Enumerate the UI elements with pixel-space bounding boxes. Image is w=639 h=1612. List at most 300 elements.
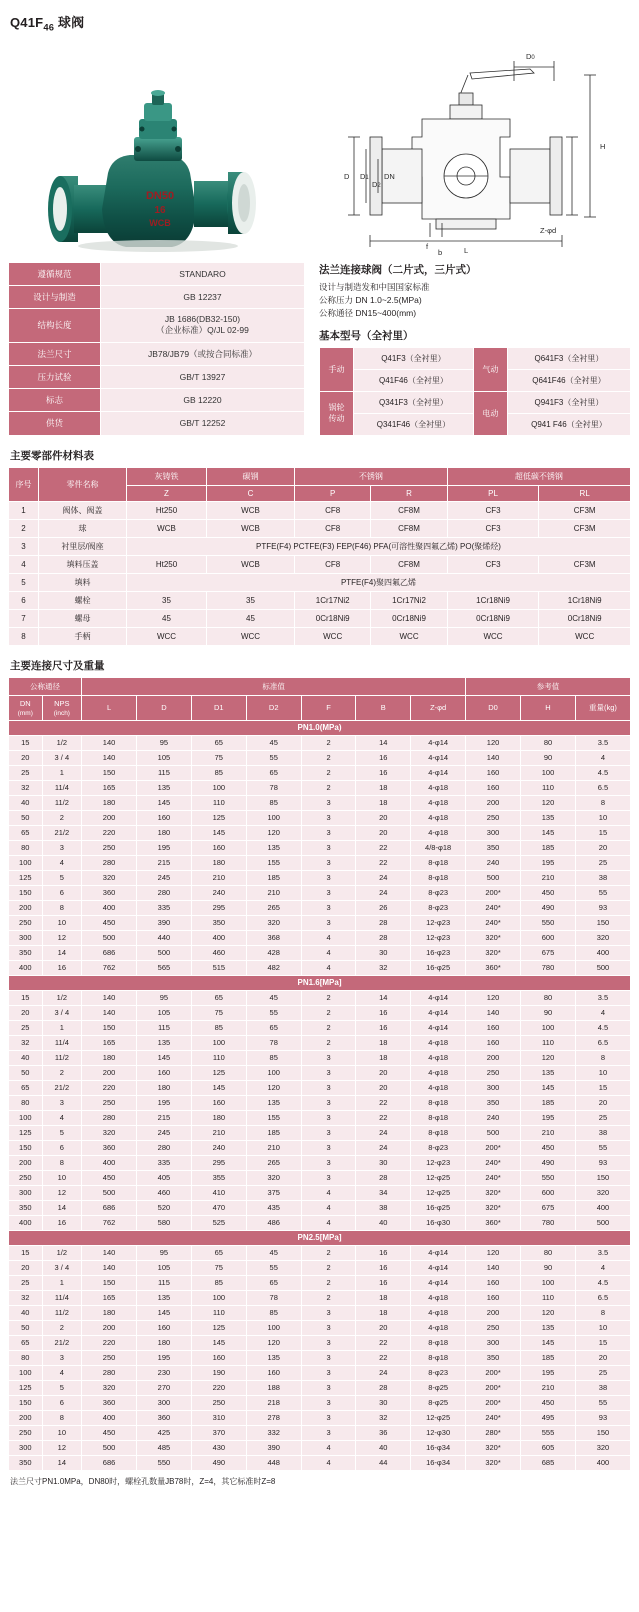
- dimension-value: 8: [575, 1305, 630, 1320]
- dimension-value: 10: [42, 1425, 81, 1440]
- dimension-value: 20: [575, 1095, 630, 1110]
- dimension-value: 490: [191, 1455, 246, 1470]
- table-row: [9, 366, 305, 389]
- dimension-value: 8-φ18: [411, 1350, 466, 1365]
- dimension-value: 14: [42, 1200, 81, 1215]
- dimension-value: 8-φ18: [411, 1110, 466, 1125]
- dimension-value: 115: [136, 1020, 191, 1035]
- dimension-value: 3: [301, 1425, 356, 1440]
- dimension-value: 368: [246, 930, 301, 945]
- dimension-value: 25: [575, 855, 630, 870]
- dimension-value: 150: [82, 1275, 137, 1290]
- dimension-value: 3: [42, 1350, 81, 1365]
- dimension-value: 220: [191, 1380, 246, 1395]
- dimension-value: 250: [9, 915, 43, 930]
- dimension-value: 400: [191, 930, 246, 945]
- dimension-value: 210: [246, 885, 301, 900]
- dimension-value: 240: [191, 885, 246, 900]
- spec-value: GB 12237: [101, 285, 305, 308]
- dimension-value: 4-φ18: [411, 1065, 466, 1080]
- table-row: [9, 1005, 631, 1020]
- dimension-value: 28: [356, 930, 411, 945]
- model-code: Q341F3（全衬里）: [354, 391, 474, 413]
- page-title-main: Q41F: [10, 15, 44, 30]
- dimension-value: 32: [9, 1290, 43, 1305]
- dimension-heading: 主要连接尺寸及重量: [10, 659, 105, 672]
- dimension-value: 145: [521, 1080, 576, 1095]
- dimension-value: 550: [521, 915, 576, 930]
- dimension-value: 10: [575, 1065, 630, 1080]
- dimension-value: 30: [356, 945, 411, 960]
- dimension-value: 95: [136, 990, 191, 1005]
- dimension-value: 686: [82, 1200, 137, 1215]
- material-value: CF3: [447, 519, 539, 537]
- dimension-value: 160: [136, 1065, 191, 1080]
- label-dn: DN: [384, 171, 395, 181]
- dimension-value: 3: [301, 1335, 356, 1350]
- dimension-value: 4-φ14: [411, 990, 466, 1005]
- spec-key: 压力试验: [9, 366, 101, 389]
- dimension-value: 4-φ18: [411, 1080, 466, 1095]
- dimension-value: 21/2: [42, 1335, 81, 1350]
- column-group-header: 参考值: [466, 677, 631, 695]
- table-row: [9, 1335, 631, 1350]
- illustrations: [8, 41, 631, 256]
- dimension-value: 350: [9, 945, 43, 960]
- material-value: CF3M: [539, 555, 631, 573]
- dimension-value: 140: [466, 750, 521, 765]
- dimension-value: 600: [521, 930, 576, 945]
- dimension-value: 250: [82, 1350, 137, 1365]
- table-row: [9, 1140, 631, 1155]
- dimension-value: 240: [466, 855, 521, 870]
- page-title: [10, 12, 631, 33]
- dimension-value: 425: [136, 1425, 191, 1440]
- dimension-value: 4: [575, 1260, 630, 1275]
- row-index: 4: [9, 555, 39, 573]
- dimension-value: 125: [9, 870, 43, 885]
- dimension-value: 100: [9, 1365, 43, 1380]
- dimension-value: 188: [246, 1380, 301, 1395]
- dimension-value: 30: [356, 1155, 411, 1170]
- row-index: 1: [9, 501, 39, 519]
- table-row: [9, 1245, 631, 1260]
- dimension-value: 14: [42, 1455, 81, 1470]
- dimension-value: 550: [136, 1455, 191, 1470]
- dimension-value: 3 / 4: [42, 750, 81, 765]
- dimension-value: 18: [356, 1050, 411, 1065]
- dimension-value: 140: [82, 1005, 137, 1020]
- column-header: 碳钢: [207, 467, 295, 485]
- dimension-value: 180: [82, 1305, 137, 1320]
- dimension-value: 185: [246, 1125, 301, 1140]
- dimension-value: 4: [42, 1110, 81, 1125]
- pressure-group-label: PN1.0(MPa): [9, 720, 631, 735]
- material-value: CF3: [447, 501, 539, 519]
- dimension-value: 100: [246, 1065, 301, 1080]
- table-row: [9, 1380, 631, 1395]
- dimension-value: 5: [42, 1125, 81, 1140]
- material-value: WCC: [207, 627, 295, 645]
- dimension-value: 460: [136, 1185, 191, 1200]
- dimension-value: 110: [191, 1050, 246, 1065]
- dimension-value: 8-φ25: [411, 1395, 466, 1410]
- dimension-value: 400: [9, 960, 43, 975]
- dimension-value: 80: [521, 735, 576, 750]
- dimension-value: 55: [575, 885, 630, 900]
- dimension-value: 55: [246, 1005, 301, 1020]
- dimension-value: 200: [9, 1410, 43, 1425]
- dimension-value: 80: [9, 1095, 43, 1110]
- table-row: [9, 825, 631, 840]
- dimension-value: 295: [191, 900, 246, 915]
- dimension-value: 3 / 4: [42, 1260, 81, 1275]
- dimension-value: 210: [521, 870, 576, 885]
- column-subheader: RL: [539, 485, 631, 501]
- dimension-value: 490: [521, 1155, 576, 1170]
- dimension-value: 105: [136, 750, 191, 765]
- table-row: [9, 930, 631, 945]
- dimension-value: 320*: [466, 1185, 521, 1200]
- dimension-value: 6.5: [575, 1035, 630, 1050]
- dimension-value: 20: [356, 810, 411, 825]
- dimension-value: 332: [246, 1425, 301, 1440]
- pressure-group-row: [9, 1230, 631, 1245]
- label-zd: Z-φd: [540, 225, 557, 235]
- dimension-value: 14: [356, 735, 411, 750]
- dimension-value: 12-φ23: [411, 930, 466, 945]
- dimension-value: 8: [42, 1155, 81, 1170]
- dimension-value: 320*: [466, 945, 521, 960]
- material-value: WCC: [127, 627, 207, 645]
- dimension-value: 2: [301, 1275, 356, 1290]
- dimension-value: 360: [82, 1140, 137, 1155]
- dimension-value: 140: [82, 990, 137, 1005]
- dimension-value: 110: [521, 1035, 576, 1050]
- column-header: B: [356, 695, 411, 720]
- column-header: 零件名称: [39, 467, 127, 501]
- dimension-value: 200: [466, 1050, 521, 1065]
- dimension-value: 65: [246, 765, 301, 780]
- column-header: 序号: [9, 467, 39, 501]
- table-row: [9, 885, 631, 900]
- dimension-value: 4-φ14: [411, 1005, 466, 1020]
- material-value: CF3M: [539, 501, 631, 519]
- dimension-value: 4-φ18: [411, 825, 466, 840]
- model-group-label: 气动: [473, 347, 507, 391]
- dimension-value: 22: [356, 1350, 411, 1365]
- dimension-value: 11/4: [42, 1035, 81, 1050]
- dimension-value: 185: [521, 1350, 576, 1365]
- table-row: [9, 750, 631, 765]
- dimension-value: 200*: [466, 1140, 521, 1155]
- dimension-value: 20: [9, 1005, 43, 1020]
- column-header: D: [136, 695, 191, 720]
- dimension-value: 110: [191, 1305, 246, 1320]
- table-row: [9, 262, 305, 285]
- material-value: PTFE(F4)聚四氟乙烯: [127, 573, 631, 591]
- dimension-value: 245: [136, 1125, 191, 1140]
- dimension-value: 686: [82, 945, 137, 960]
- row-index: 7: [9, 609, 39, 627]
- dimension-value: 25: [9, 1020, 43, 1035]
- material-table: [8, 467, 631, 646]
- dimension-value: 55: [246, 750, 301, 765]
- dimension-value: 24: [356, 1140, 411, 1155]
- model-group-label: 手动: [320, 347, 354, 391]
- dimension-value: 24: [356, 885, 411, 900]
- dimension-value: 2: [301, 735, 356, 750]
- dimension-value: 200*: [466, 1380, 521, 1395]
- table-row: [9, 308, 305, 342]
- dimension-value: 8-φ18: [411, 1335, 466, 1350]
- dimension-value: 200*: [466, 885, 521, 900]
- dimension-value: 150: [575, 1170, 630, 1185]
- dimension-value: 4-φ18: [411, 810, 466, 825]
- dimension-value: 15: [575, 1335, 630, 1350]
- dimension-value: 3: [301, 870, 356, 885]
- dimension-value: 15: [575, 1080, 630, 1095]
- dimension-value: 230: [136, 1365, 191, 1380]
- dimension-value: 75: [191, 1260, 246, 1275]
- dimension-value: 320: [246, 915, 301, 930]
- dimension-value: 2: [301, 1035, 356, 1050]
- dimension-value: 120: [466, 990, 521, 1005]
- dimension-value: 265: [246, 900, 301, 915]
- dimension-value: 18: [356, 1305, 411, 1320]
- table-row: [9, 810, 631, 825]
- dimension-value: 3: [42, 1095, 81, 1110]
- dimension-value: 4.5: [575, 1275, 630, 1290]
- dimension-value: 3: [301, 1095, 356, 1110]
- dimension-value: 100: [191, 780, 246, 795]
- row-index: 8: [9, 627, 39, 645]
- dimension-value: 185: [246, 870, 301, 885]
- dimension-value: 450: [82, 1425, 137, 1440]
- label-d: D: [344, 171, 350, 181]
- table-row: [9, 870, 631, 885]
- dimension-value: 145: [136, 1305, 191, 1320]
- material-value: WCC: [539, 627, 631, 645]
- dimension-value: 10: [42, 1170, 81, 1185]
- dimension-value: 180: [136, 1080, 191, 1095]
- material-value: WCC: [447, 627, 539, 645]
- dimension-value: 250: [191, 1395, 246, 1410]
- material-value: PTFE(F4) PCTFE(F3) FEP(F46) PFA(可溶性聚四氟乙烯) PO(聚烯烃): [127, 537, 631, 555]
- dimension-value: 125: [191, 810, 246, 825]
- dimension-value: 3: [301, 795, 356, 810]
- dimension-value: 165: [82, 1290, 137, 1305]
- dimension-value: 8: [575, 795, 630, 810]
- dimension-value: 28: [356, 1380, 411, 1395]
- column-header-dn: DN (mm): [9, 695, 43, 720]
- dimension-value: 200: [466, 795, 521, 810]
- table-row: [9, 1440, 631, 1455]
- dimension-value: 400: [575, 1455, 630, 1470]
- dimension-value: 120: [466, 735, 521, 750]
- dimension-value: 160: [466, 1035, 521, 1050]
- table-row: [9, 735, 631, 750]
- dimension-value: 4-φ14: [411, 750, 466, 765]
- dimension-value: 1: [42, 765, 81, 780]
- dimension-value: 320*: [466, 930, 521, 945]
- part-name: 填料: [39, 573, 127, 591]
- table-row: [320, 347, 631, 369]
- dimension-value: 145: [191, 1080, 246, 1095]
- dimension-value: 12-φ30: [411, 1425, 466, 1440]
- dimension-value: 180: [82, 1050, 137, 1065]
- dimension-value: 145: [521, 825, 576, 840]
- dimension-value: 200: [82, 1320, 137, 1335]
- dimension-value: 1: [42, 1275, 81, 1290]
- dimension-value: 762: [82, 960, 137, 975]
- dimension-value: 22: [356, 840, 411, 855]
- spec-value: JB 1686(DB32-150) （企业标准）Q/JL 02-99: [101, 308, 305, 342]
- table-row: [9, 412, 305, 435]
- dimension-value: 20: [575, 840, 630, 855]
- dimension-value: 12: [42, 1185, 81, 1200]
- dimension-value: 240: [466, 1110, 521, 1125]
- table-row: [9, 1080, 631, 1095]
- dimension-value: 40: [9, 1050, 43, 1065]
- dimension-value: 8-φ18: [411, 855, 466, 870]
- dimension-value: 240*: [466, 1155, 521, 1170]
- dimension-value: 280: [82, 1365, 137, 1380]
- dimension-value: 520: [136, 1200, 191, 1215]
- dimension-value: 93: [575, 1410, 630, 1425]
- model-code: Q41F46（全衬里）: [354, 369, 474, 391]
- dimension-value: 270: [136, 1380, 191, 1395]
- dimension-value: 320: [575, 1440, 630, 1455]
- dimension-value: 195: [521, 855, 576, 870]
- dimension-value: 80: [521, 990, 576, 1005]
- dimension-value: 3: [301, 1320, 356, 1335]
- label-d0: D0: [526, 51, 535, 61]
- dimension-value: 55: [246, 1260, 301, 1275]
- dimension-value: 180: [191, 1110, 246, 1125]
- model-code: Q41F3（全衬里）: [354, 347, 474, 369]
- dimension-value: 140: [82, 1245, 137, 1260]
- dimension-value: 93: [575, 1155, 630, 1170]
- column-group-header: 公称通径: [9, 677, 82, 695]
- dimension-value: 278: [246, 1410, 301, 1425]
- dimension-value: 12-φ25: [411, 1185, 466, 1200]
- dimension-value: 405: [136, 1170, 191, 1185]
- dimension-value: 160: [191, 1350, 246, 1365]
- dimension-value: 8-φ23: [411, 885, 466, 900]
- column-subheader: P: [295, 485, 371, 501]
- dimension-value: 4-φ18: [411, 1320, 466, 1335]
- dimension-value: 3: [301, 1110, 356, 1125]
- dimension-value: 320*: [466, 1455, 521, 1470]
- dimension-value: 6: [42, 885, 81, 900]
- dimension-value: 65: [191, 1245, 246, 1260]
- page-title-sub: 46: [43, 22, 55, 33]
- row-index: 3: [9, 537, 39, 555]
- dimension-value: 145: [136, 1050, 191, 1065]
- dimension-value: 320: [82, 870, 137, 885]
- dimension-value: 370: [191, 1425, 246, 1440]
- dimension-value: 4-φ18: [411, 1035, 466, 1050]
- dimension-value: 450: [521, 1395, 576, 1410]
- dimension-value: 80: [9, 1350, 43, 1365]
- dimension-value: 12-φ25: [411, 1170, 466, 1185]
- dimension-value: 8-φ23: [411, 1140, 466, 1155]
- dimension-value: 160: [466, 1290, 521, 1305]
- material-heading: 主要零部件材料表: [10, 449, 94, 462]
- dimension-value: 4-φ14: [411, 1245, 466, 1260]
- dimension-value: 482: [246, 960, 301, 975]
- table-row: [9, 1290, 631, 1305]
- dimension-value: 15: [9, 1245, 43, 1260]
- material-value: CF8: [295, 501, 371, 519]
- dimension-value: 165: [82, 780, 137, 795]
- table-row: [9, 501, 631, 519]
- dimension-value: 4: [301, 1215, 356, 1230]
- dimension-value: 16: [356, 1020, 411, 1035]
- part-name: 螺母: [39, 609, 127, 627]
- dimension-value: 780: [521, 960, 576, 975]
- model-code: Q341F46（全衬里）: [354, 413, 474, 435]
- model-code: Q941 F46（全衬里）: [507, 413, 630, 435]
- table-row: [9, 519, 631, 537]
- dimension-value: 200: [9, 900, 43, 915]
- dimension-value: 4: [301, 1185, 356, 1200]
- material-value: CF8: [295, 555, 371, 573]
- dimension-value: 250: [82, 840, 137, 855]
- dimension-value: 16-φ23: [411, 945, 466, 960]
- dimension-value: 18: [356, 780, 411, 795]
- dimension-value: 215: [136, 1110, 191, 1125]
- dimension-value: 34: [356, 1185, 411, 1200]
- dimension-value: 120: [521, 1050, 576, 1065]
- material-value: CF3: [447, 555, 539, 573]
- valve-drawing-svg: [318, 41, 628, 256]
- dimension-value: 85: [191, 1020, 246, 1035]
- dimension-value: 4-φ14: [411, 1020, 466, 1035]
- dimension-value: 390: [246, 1440, 301, 1455]
- dimension-value: 350: [466, 1095, 521, 1110]
- dimension-value: 210: [521, 1125, 576, 1140]
- dimension-value: 24: [356, 870, 411, 885]
- dimension-value: 220: [82, 1080, 137, 1095]
- dimension-value: 605: [521, 1440, 576, 1455]
- dimension-value: 3.5: [575, 1245, 630, 1260]
- dimension-value: 12-φ25: [411, 1410, 466, 1425]
- dimension-value: 4: [301, 960, 356, 975]
- dimension-value: 675: [521, 1200, 576, 1215]
- dimension-value: 6.5: [575, 1290, 630, 1305]
- dimension-value: 10: [575, 1320, 630, 1335]
- table-row: [9, 1185, 631, 1200]
- material-value: CF8M: [371, 519, 447, 537]
- model-heading: 法兰连接球阀（二片式，三片式）: [319, 263, 477, 276]
- dimension-value: 145: [191, 1335, 246, 1350]
- dimension-value: 3: [301, 855, 356, 870]
- table-header-row: [9, 467, 631, 485]
- dimension-value: 3: [301, 825, 356, 840]
- dimension-value: 195: [136, 1095, 191, 1110]
- dimension-value: 8-φ18: [411, 1095, 466, 1110]
- table-row: [9, 1455, 631, 1470]
- table-row: [9, 1350, 631, 1365]
- dimension-value: 11/4: [42, 780, 81, 795]
- dimension-value: 220: [82, 1335, 137, 1350]
- table-row: [9, 765, 631, 780]
- dimension-value: 16: [356, 1245, 411, 1260]
- dimension-value: 3: [301, 1350, 356, 1365]
- column-header: D2: [246, 695, 301, 720]
